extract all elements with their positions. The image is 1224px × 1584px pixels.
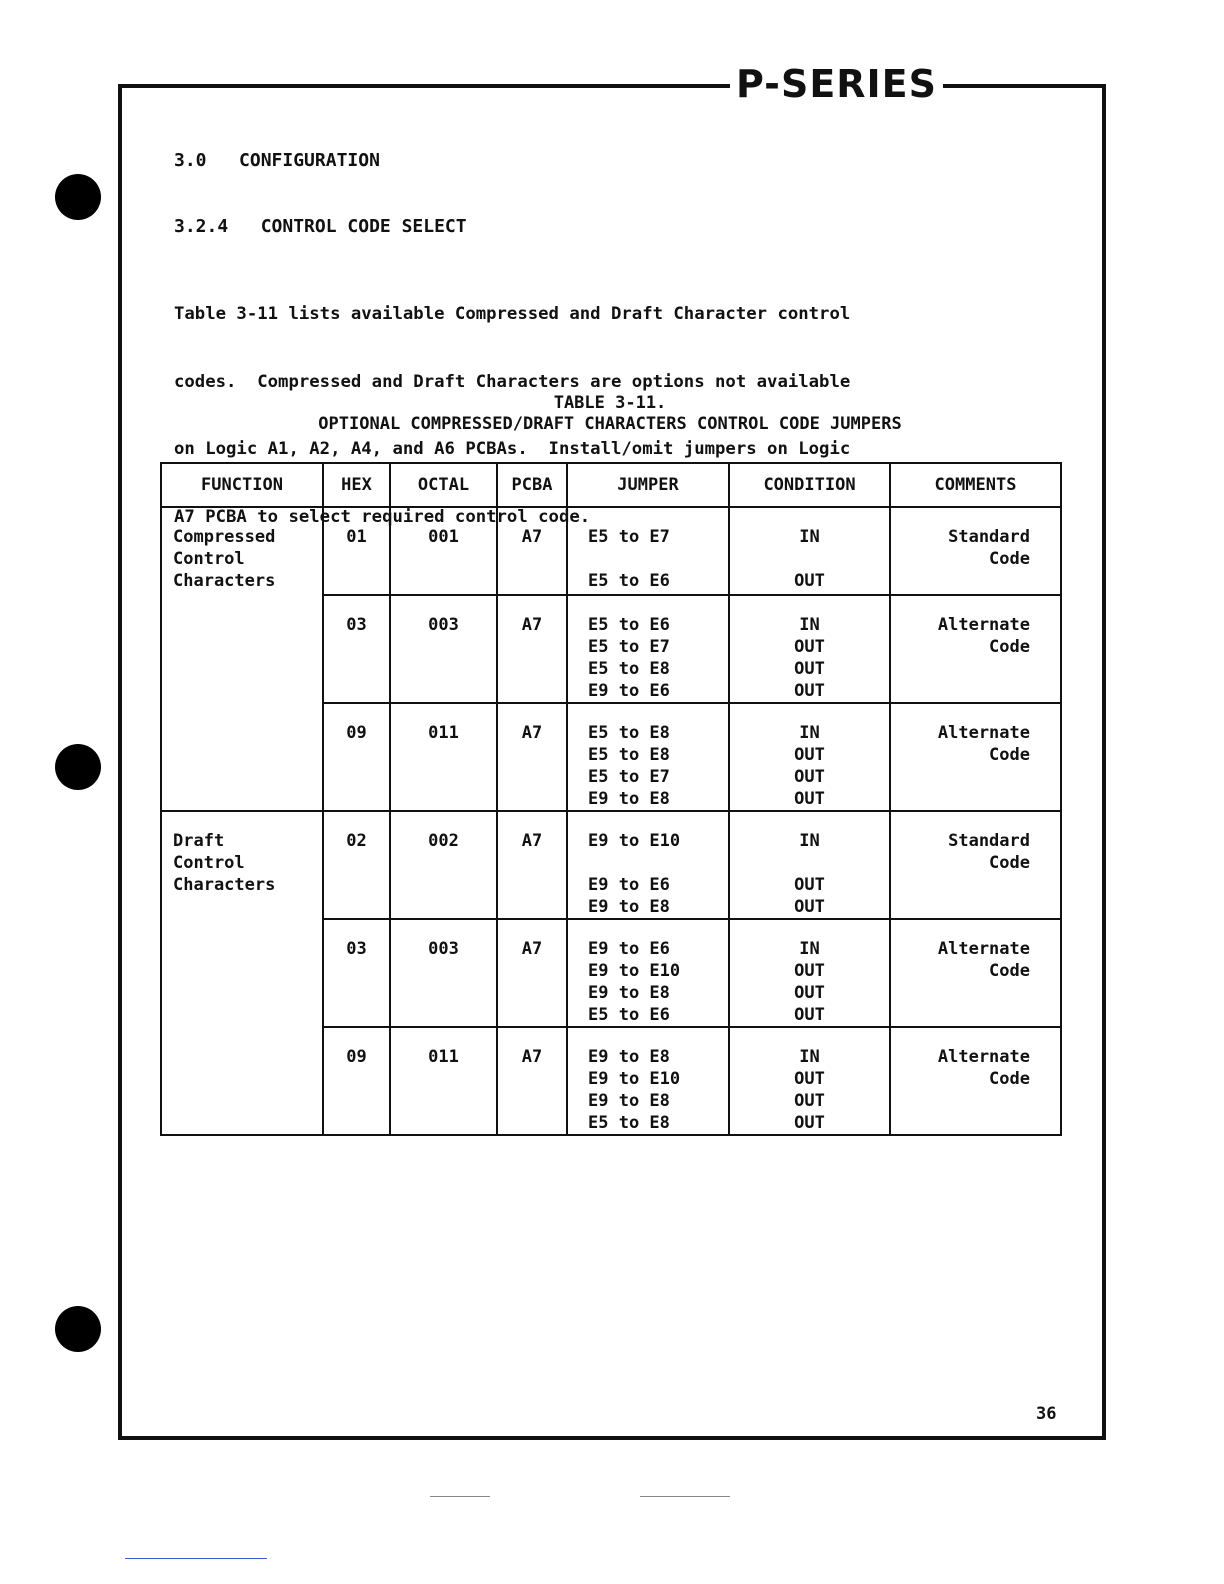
header-jumper: JUMPER xyxy=(567,463,729,507)
comments-cell: Alternate Code xyxy=(890,1027,1061,1135)
section-heading xyxy=(174,150,380,171)
octal-cell: 001 xyxy=(390,507,497,595)
table-row xyxy=(161,507,1061,595)
jumper-table xyxy=(160,462,1062,1136)
function-line: Draft xyxy=(173,831,225,851)
header-pcba: PCBA xyxy=(497,463,567,507)
header-hex: HEX xyxy=(323,463,390,507)
hex-cell: 09 xyxy=(323,1027,390,1135)
scan-line xyxy=(640,1496,730,1497)
scan-line xyxy=(430,1496,490,1497)
subsection-number: 3.2.4 xyxy=(174,216,229,237)
header-comments: COMMENTS xyxy=(890,463,1061,507)
function-line: Control xyxy=(173,853,245,873)
hex-cell: 01 xyxy=(323,507,390,595)
paragraph-line: codes. Compressed and Draft Characters are options not available xyxy=(174,371,851,392)
condition-cell: IN OUT xyxy=(729,507,890,595)
header-octal: OCTAL xyxy=(390,463,497,507)
comments-cell: Alternate Code xyxy=(890,919,1061,1027)
table-header-row xyxy=(161,463,1061,507)
pcba-cell: A7 xyxy=(497,811,567,919)
hex-cell: 03 xyxy=(323,919,390,1027)
pcba-cell: A7 xyxy=(497,507,567,595)
binder-hole-bottom xyxy=(55,1306,101,1352)
condition-cell: IN OUT OUT xyxy=(729,811,890,919)
scan-line xyxy=(125,1558,267,1559)
paragraph-line: A7 PCBA to select required control code. xyxy=(174,506,591,527)
section-number: 3.0 xyxy=(174,150,207,171)
pcba-cell: A7 xyxy=(497,919,567,1027)
function-line: Control xyxy=(173,549,245,569)
header-title: P-SERIES xyxy=(730,62,943,106)
table-row xyxy=(161,811,1061,919)
condition-cell: IN OUT OUT OUT xyxy=(729,595,890,703)
header-condition: CONDITION xyxy=(729,463,890,507)
jumper-cell: E5 to E8 E5 to E8 E5 to E7 E9 to E8 xyxy=(567,703,729,811)
function-cell xyxy=(161,507,323,811)
comments-cell: Standard Code xyxy=(890,811,1061,919)
octal-cell: 011 xyxy=(390,703,497,811)
table-title: OPTIONAL COMPRESSED/DRAFT CHARACTERS CONTROL CODE JUMPERS xyxy=(318,414,902,434)
condition-cell: IN OUT OUT OUT xyxy=(729,703,890,811)
binder-hole-top xyxy=(55,174,101,220)
pcba-cell: A7 xyxy=(497,703,567,811)
octal-cell: 011 xyxy=(390,1027,497,1135)
function-line: Characters xyxy=(173,571,276,591)
comments-cell: Alternate Code xyxy=(890,703,1061,811)
octal-cell: 002 xyxy=(390,811,497,919)
octal-cell: 003 xyxy=(390,919,497,1027)
function-line: Compressed xyxy=(173,527,276,547)
pcba-cell: A7 xyxy=(497,1027,567,1135)
hex-cell: 02 xyxy=(323,811,390,919)
comments-cell: Alternate Code xyxy=(890,595,1061,703)
jumper-cell: E9 to E8 E9 to E10 E9 to E8 E5 to E8 xyxy=(567,1027,729,1135)
section-title: CONFIGURATION xyxy=(239,150,380,171)
subsection-title: CONTROL CODE SELECT xyxy=(260,216,467,237)
function-cell xyxy=(161,811,323,1135)
jumper-cell: E9 to E10 E9 to E6 E9 to E8 xyxy=(567,811,729,919)
binder-hole-middle xyxy=(55,744,101,790)
pcba-cell: A7 xyxy=(497,595,567,703)
header-function: FUNCTION xyxy=(161,463,323,507)
comments-cell: Standard Code xyxy=(890,507,1061,595)
table-number: TABLE 3-11. xyxy=(553,393,667,413)
jumper-cell: E5 to E7 E5 to E6 xyxy=(567,507,729,595)
condition-cell: IN OUT OUT OUT xyxy=(729,919,890,1027)
paragraph-line: Table 3-11 lists available Compressed and Draft Character control xyxy=(174,304,851,324)
subsection-heading xyxy=(174,216,467,237)
octal-cell: 003 xyxy=(390,595,497,703)
condition-cell: IN OUT OUT OUT xyxy=(729,1027,890,1135)
hex-cell: 03 xyxy=(323,595,390,703)
jumper-cell: E9 to E6 E9 to E10 E9 to E8 E5 to E6 xyxy=(567,919,729,1027)
function-line: Characters xyxy=(173,875,276,895)
jumper-cell: E5 to E6 E5 to E7 E5 to E8 E9 to E6 xyxy=(567,595,729,703)
hex-cell: 09 xyxy=(323,703,390,811)
paragraph-line: on Logic A1, A2, A4, and A6 PCBAs. Install/omit jumpers on Logic xyxy=(174,439,851,459)
page-number: 36 xyxy=(1036,1404,1057,1424)
